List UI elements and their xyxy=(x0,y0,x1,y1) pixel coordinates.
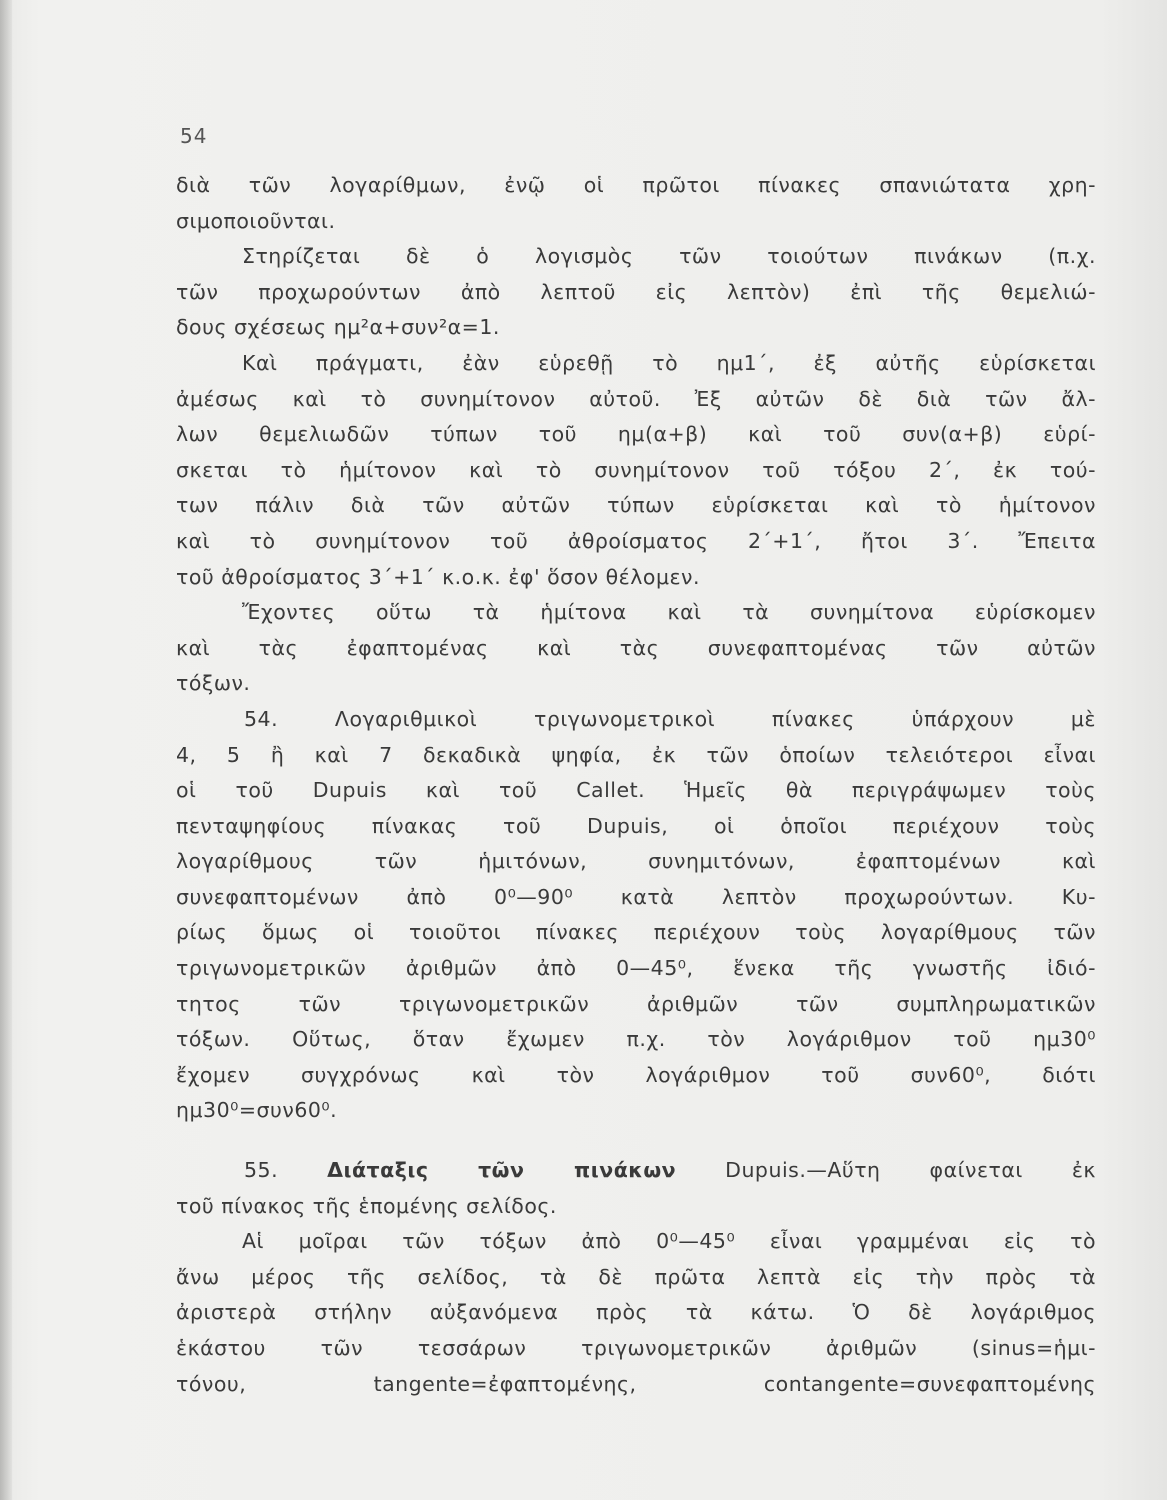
text-line: δους σχέσεως ημ²α+συν²α=1. xyxy=(176,315,500,340)
text-line: ἑκάστου τῶν τεσσάρων τριγωνομετρικῶν ἀριθμῶν (sinus=ἡμι- xyxy=(176,1336,1096,1360)
text-line: ἀριστερὰ στήλην αὐξανόμενα πρὸς τὰ κάτω. Ὁ δὲ λογάριθμος xyxy=(176,1300,1096,1325)
text-line: σιμοποιοῦνται. xyxy=(176,208,336,233)
text-line: των πάλιν διὰ τῶν αὐτῶν τύπων εὑρίσκεται καὶ τὸ ἡμίτονον xyxy=(176,493,1096,518)
text-line: συνεφαπτομένων ἀπὸ 0⁰—90⁰ κατὰ λεπτὸν προχωρούντων. Κυ- xyxy=(176,884,1096,909)
text-line: ἄνω μέρος τῆς σελίδος, τὰ δὲ πρῶτα λεπτὰ εἰς τὴν πρὸς τὰ xyxy=(176,1264,1096,1289)
text-line: ρίως ὅμως οἱ τοιοῦτοι πίνακες περιέχουν τοὺς λογαρίθμους τῶν xyxy=(176,920,1096,945)
section-spacer xyxy=(176,1129,1096,1153)
text-line: διὰ τῶν λογαρίθμων, ἐνῷ οἱ πρῶτοι πίνακες σπανιώτατα χρη- xyxy=(176,173,1096,197)
text-line: τοῦ πίνακος τῆς ἑπομένης σελίδος. xyxy=(176,1193,557,1218)
text-line: τητος τῶν τριγωνομετρικῶν ἀριθμῶν τῶν συμπληρωματικῶν xyxy=(176,991,1096,1016)
page-number: 54 xyxy=(180,124,208,148)
text-line: λογαρίθμους τῶν ἡμιτόνων, συνημιτόνων, ἐφαπτομένων καὶ xyxy=(176,849,1096,874)
paragraphs-part-2 xyxy=(176,1189,1096,1403)
text-line: Αἱ μοῖραι τῶν τόξων ἀπὸ 0⁰—45⁰ εἶναι γραμμέναι εἰς τὸ xyxy=(242,1229,1096,1254)
text-line: Ἔχοντες οὕτω τὰ ἡμίτονα καὶ τὰ συνημίτονα εὑρίσκομεν xyxy=(242,600,1096,625)
text-line: Καὶ πράγματι, ἐὰν εὑρεθῇ τὸ ημ1΄, ἐξ αὐτῆς εὑρίσκεται xyxy=(242,350,1096,375)
text-line: ἔχομεν συγχρόνως καὶ τὸν λογάριθμον τοῦ συν60⁰, διότι xyxy=(176,1062,1096,1087)
text-line: Στηρίζεται δὲ ὁ λογισμὸς τῶν τοιούτων πινάκων (π.χ. xyxy=(242,244,1096,269)
paragraphs-part-1 xyxy=(176,168,1096,1129)
text-line: σκεται τὸ ἡμίτονον καὶ τὸ συνημίτονον τοῦ τόξου 2΄, ἐκ τού- xyxy=(176,457,1096,482)
text-line: λων θεμελιωδῶν τύπων τοῦ ημ(α+β) καὶ τοῦ συν(α+β) εὑρί- xyxy=(176,422,1096,447)
section-55-rest: Dupuis.—Αὕτη φαίνεται ἐκ xyxy=(725,1158,1096,1183)
text-line: τοῦ ἀθροίσματος 3΄+1΄ κ.ο.κ. ἐφ' ὅσον θέλομεν. xyxy=(176,564,701,589)
text-line: ημ30⁰=συν60⁰. xyxy=(176,1098,338,1123)
text-line: τριγωνομετρικῶν ἀριθμῶν ἀπὸ 0—45⁰, ἕνεκα τῆς γνωστῆς ἰδιό- xyxy=(176,956,1096,981)
text-line: ἀμέσως καὶ τὸ συνημίτονον αὐτοῦ. Ἐξ αὐτῶν δὲ διὰ τῶν ἄλ- xyxy=(176,386,1096,411)
text-line: τόξων. Οὕτως, ὅταν ἔχωμεν π.χ. τὸν λογάριθμον τοῦ ημ30⁰ xyxy=(176,1027,1096,1052)
text-line: τόξων. xyxy=(176,671,251,696)
text-line: καὶ τὸ συνημίτονον τοῦ ἀθροίσματος 2΄+1΄, ἤτοι 3΄. Ἔπειτα xyxy=(176,528,1096,553)
text-line: 4, 5 ἢ καὶ 7 δεκαδικὰ ψηφία, ἐκ τῶν ὁποίων τελειότεροι εἶναι xyxy=(176,742,1096,767)
section-55-heading-line xyxy=(176,1153,1096,1189)
text-line: οἱ τοῦ Dupuis καὶ τοῦ Callet. Ἡμεῖς θὰ περιγράψωμεν τοὺς xyxy=(176,778,1096,803)
section-55-title: Διάταξις τῶν πινάκων xyxy=(327,1158,677,1183)
page-edge-shadow xyxy=(0,0,12,1500)
text-line: τόνου, tangente=ἐφαπτομένης, contangente=συνεφαπτομένης xyxy=(176,1371,1096,1396)
body-text-block xyxy=(176,168,1096,1402)
text-line: πενταψηφίους πίνακας τοῦ Dupuis, οἱ ὁποῖοι περιέχουν τοὺς xyxy=(176,813,1096,838)
text-line: τῶν προχωρούντων ἀπὸ λεπτοῦ εἰς λεπτὸν) ἐπὶ τῆς θεμελιώ- xyxy=(176,279,1096,304)
text-line: 54. Λογαριθμικοὶ τριγωνομετρικοὶ πίνακες ὑπάρχουν μὲ xyxy=(244,706,1096,731)
section-55-number: 55. xyxy=(244,1158,279,1183)
text-line: καὶ τὰς ἐφαπτομένας καὶ τὰς συνεφαπτομένας τῶν αὐτῶν xyxy=(176,635,1096,660)
